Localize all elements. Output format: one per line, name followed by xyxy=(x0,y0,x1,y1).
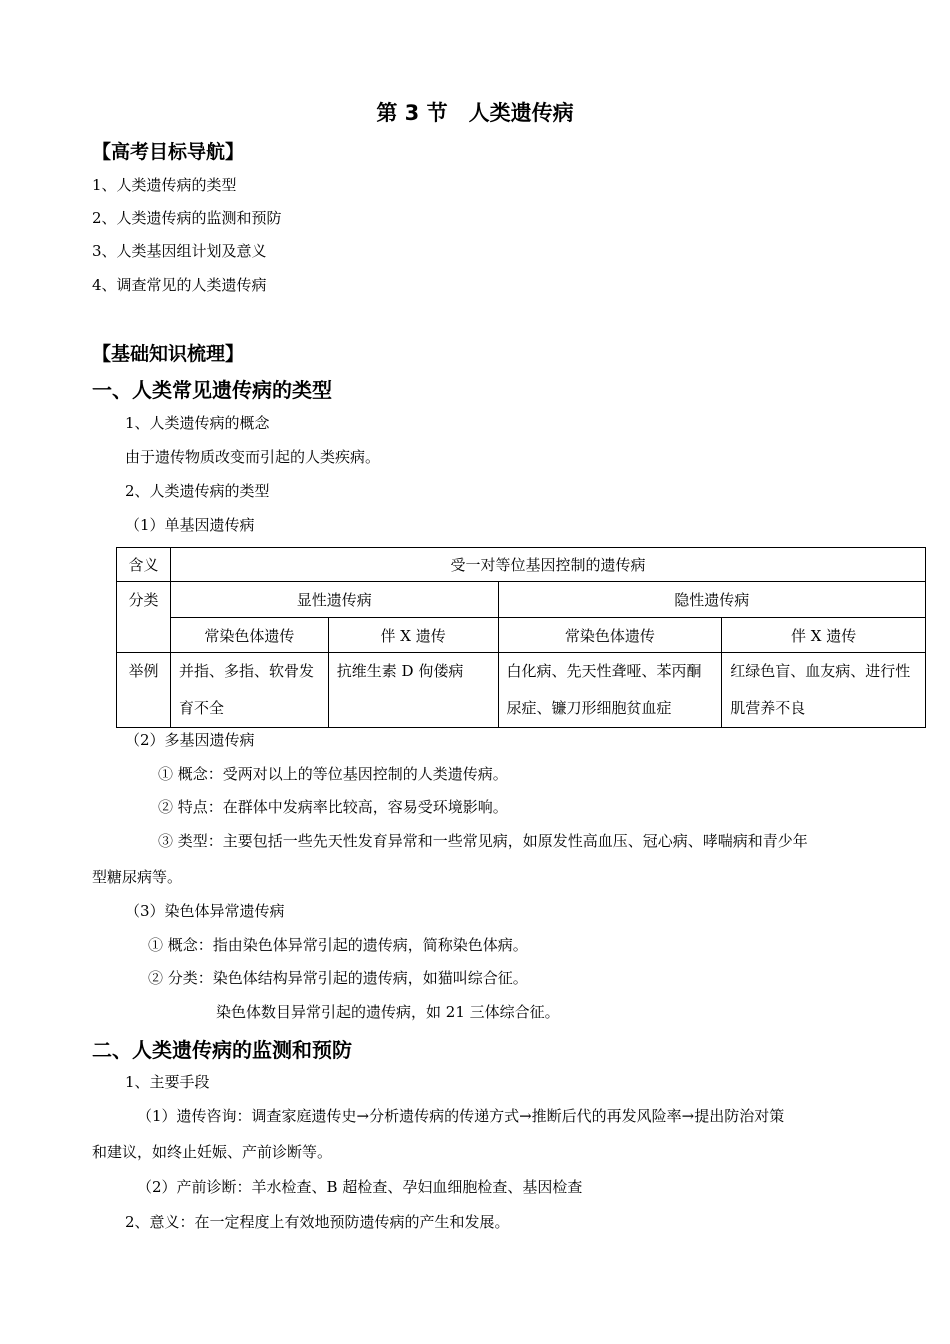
example-autosomal-recessive: 白化病、先天性聋哑、苯丙酮尿症、镰刀形细胞贫血症 xyxy=(498,653,722,728)
page-title: 第 3 节 人类遗传病 xyxy=(376,101,574,125)
part1-heading: 一、人类常见遗传病的类型 xyxy=(92,378,332,402)
autosomal-recessive: 常染色体遗传 xyxy=(498,618,722,653)
nav-item: 2、人类遗传病的监测和预防 xyxy=(92,209,282,227)
single-gene-table xyxy=(116,547,926,728)
chromosome-class: ② 分类：染色体结构异常引起的遗传病，如猫叫综合征。 xyxy=(148,969,528,987)
chromosome-concept: ① 概念：指由染色体异常引起的遗传病，简称染色体病。 xyxy=(148,936,528,954)
nav-item: 3、人类基因组计划及意义 xyxy=(92,242,267,260)
example-autosomal-dominant: 并指、多指、软骨发育不全 xyxy=(170,653,328,728)
chromosome-label: （3）染色体异常遗传病 xyxy=(125,902,285,920)
meaning-label: 含义 xyxy=(117,548,171,582)
single-gene-label: （1）单基因遗传病 xyxy=(125,516,255,534)
chromosome-class-cont: 染色体数目异常引起的遗传病，如 21 三体综合征。 xyxy=(216,1003,560,1021)
significance: 2、意义：在一定程度上有效地预防遗传病的产生和发展。 xyxy=(125,1213,510,1231)
recessive-header: 隐性遗传病 xyxy=(498,582,925,618)
genetic-counseling: （1）遗传咨询：调查家庭遗传史→分析遗传病的传递方式→推断后代的再发风险率→提出防治对策 xyxy=(137,1107,785,1125)
autosomal-dominant: 常染色体遗传 xyxy=(170,618,328,653)
part2-heading: 二、人类遗传病的监测和预防 xyxy=(92,1038,352,1062)
nav-heading: 【高考目标导航】 xyxy=(92,141,245,163)
prenatal-diagnosis: （2）产前诊断：羊水检查、B 超检查、孕妇血细胞检查、基因检查 xyxy=(137,1178,583,1196)
example-x-linked-recessive: 红绿色盲、血友病、进行性肌营养不良 xyxy=(722,653,926,728)
means-label: 1、主要手段 xyxy=(125,1073,210,1091)
dominant-header: 显性遗传病 xyxy=(170,582,498,618)
x-linked-recessive: 伴 X 遗传 xyxy=(722,618,926,653)
concept-label: 1、人类遗传病的概念 xyxy=(125,414,270,432)
class-label: 分类 xyxy=(117,582,171,653)
multi-gene-label: （2）多基因遗传病 xyxy=(125,731,255,749)
multi-feature: ② 特点：在群体中发病率比较高，容易受环境影响。 xyxy=(158,798,508,816)
basics-heading: 【基础知识梳理】 xyxy=(92,343,245,365)
multi-type: ③ 类型：主要包括一些先天性发育异常和一些常见病，如原发性高血压、冠心病、哮喘病和青少年 xyxy=(158,832,808,850)
multi-type-cont: 型糖尿病等。 xyxy=(92,868,183,886)
concept-text: 由于遗传物质改变而引起的人类疾病。 xyxy=(125,448,381,466)
meaning-text: 受一对等位基因控制的遗传病 xyxy=(170,548,925,582)
example-x-linked-dominant: 抗维生素 D 佝偻病 xyxy=(328,653,498,728)
example-label: 举例 xyxy=(117,653,171,728)
types-label: 2、人类遗传病的类型 xyxy=(125,482,270,500)
multi-concept: ① 概念：受两对以上的等位基因控制的人类遗传病。 xyxy=(158,765,508,783)
nav-item: 1、人类遗传病的类型 xyxy=(92,176,237,194)
genetic-counseling-cont: 和建议，如终止妊娠、产前诊断等。 xyxy=(92,1143,333,1161)
x-linked-dominant: 伴 X 遗传 xyxy=(328,618,498,653)
nav-item: 4、调查常见的人类遗传病 xyxy=(92,276,267,294)
